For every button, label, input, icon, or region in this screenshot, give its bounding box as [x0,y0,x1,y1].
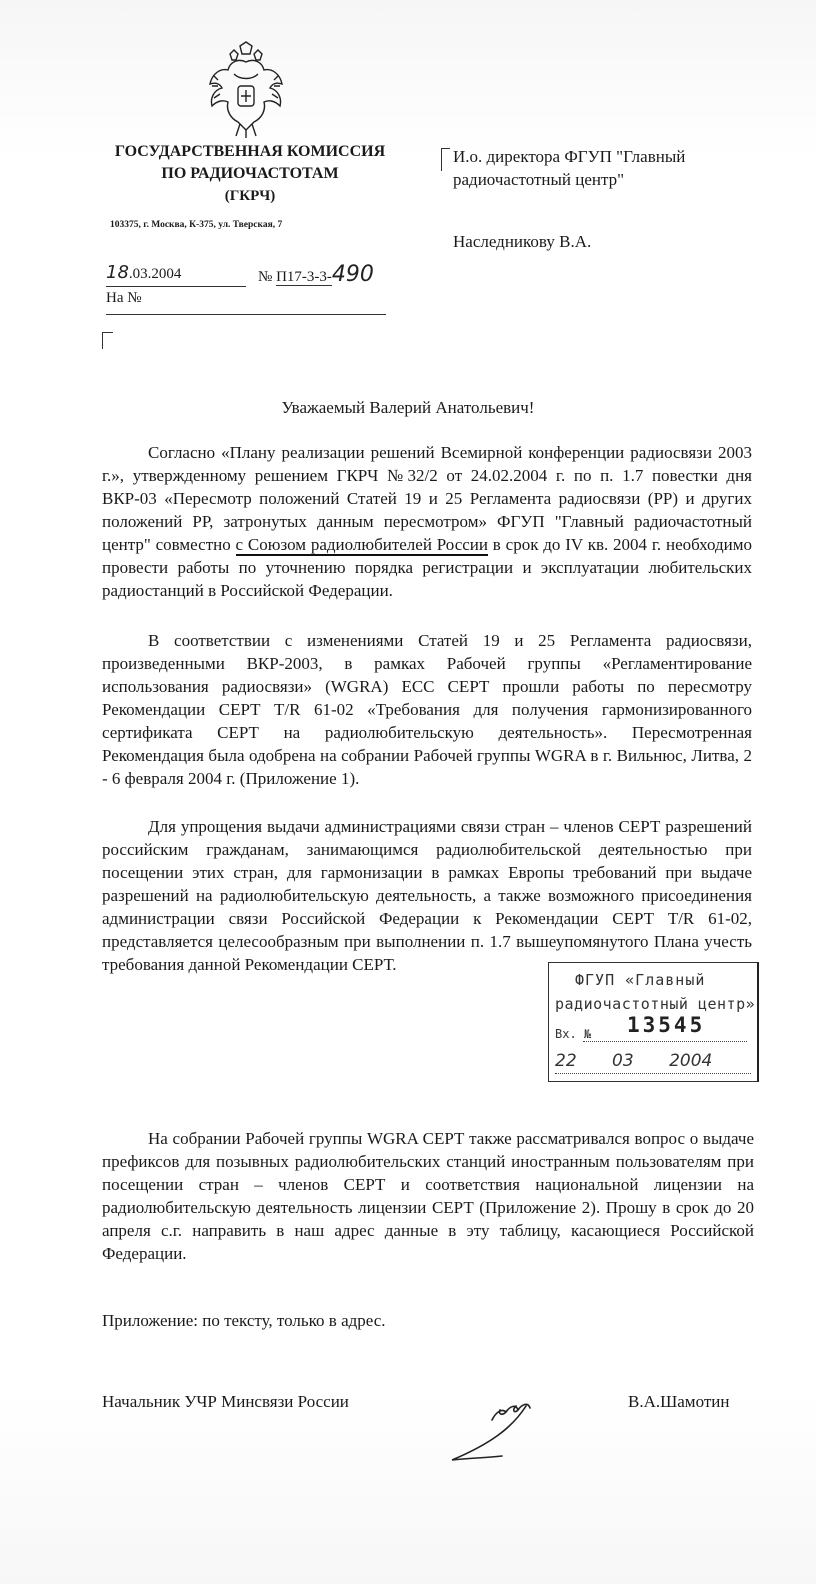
org-name-line1: ГОСУДАРСТВЕННАЯ КОМИССИЯ [114,143,386,160]
body-paragraph-1 [102,441,752,602]
stamp-date-rule [555,1073,751,1074]
attachment-note: Приложение: по тексту, только в адрес. [102,1311,386,1330]
stamp-number-rule [583,1041,747,1042]
address-corner-mark [102,332,113,349]
date-printed: .03.2004 [128,266,182,282]
salutation: Уважаемый Валерий Анатольевич! [281,398,535,417]
body-paragraph-3: Для упрощения выдачи администрациями связи стран – членов СЕРТ разрешений российским гражданам, занимающимся радиолюбительской деятельностью при посещении этих стран, для гармонизации в рамках Европы требований при выдаче разрешений на радиолюбительскую деятельность, а также возможного присоединения администрации связи Российской Федерации к Рекомендации СЕРТ T/R 61-02, представляется целесообразным при выполнении п. 1.7 вышеупомянутого Плана учесть требования данной Рекомендации СЕРТ. [102,817,752,974]
underlined-phrase: с Союзом радиолюбителей России [235,535,488,554]
outgoing-number-field [258,262,388,286]
handwritten-signature [440,1398,550,1468]
stamp-date: 22 03 2004 [555,1051,713,1071]
signer-position: Начальник УЧР Минсвязи России [102,1392,349,1411]
body-paragraph-2: В соответствии с изменениями Статей 19 и 25 Регламента радиосвязи, произведенными ВКР-2003, в рамках Рабочей группы «Регламентирование использования радиосвязи» (WGRA) ЕСС СЕРТ прошли работы по пересмотру Рекомендации СЕРТ T/R 61-02 «Требования для получения гармонизированного сертификата СЕРТ на радиолюбительскую деятельность». Пересмотренная Рекомендация была одобрена на собрании Рабочей группы WGRA в г. Вильнюс, Литва, 2 - 6 февраля 2004 г. (Приложение 1). [102,631,752,788]
date-handwritten-day: 18 [106,262,129,283]
signer-name: В.А.Шамотин [628,1392,730,1411]
paragraph-1-text-b: в срок до IV кв. 2004 г. необходимо провести работы по уточнению порядка регистрации и эксплуатации любительских радиостанций в Российской Федерации. [102,535,752,600]
reference-label: На № [106,290,142,306]
stamp-incoming-label: Вх. № [555,1027,592,1041]
stamp-org-line2: радиочастотный центр» [555,995,756,1013]
number-handwritten: 490 [331,262,374,287]
addressee-name: Наследникову В.А. [453,232,592,251]
stamp-org-line1: ФГУП «Главный [575,971,706,989]
number-printed: П17-3-3- [276,269,332,285]
date-field [106,262,246,287]
body-paragraph-4: На собрании Рабочей группы WGRA СЕРТ также рассматривался вопрос о выдаче префиксов для позывных радиолюбительских станций иностранным пользователям при посещении стран – членов СЕРТ и соответствия национальной лицензии на радиолюбительскую деятельность лицензии СЕРТ (Приложение 2). Прошу в срок до 20 апреля с.г. направить в наш адрес данные в эту таблицу, касающиеся Российской Федерации. [102,1129,754,1263]
coat-of-arms-emblem [200,40,292,140]
number-label: № [258,269,273,285]
org-address: 103375, г. Москва, К-375, ул. Тверская, 7 [110,220,283,230]
addressee-title-line1: И.о. директора ФГУП "Главный [453,147,686,166]
stamp-number: 13545 [627,1013,706,1037]
org-name-line2: ПО РАДИОЧАСТОТАМ [161,165,339,182]
addressee-title-line2: радиочастотный центр" [453,170,625,189]
org-abbreviation: (ГКРЧ) [224,188,276,204]
incoming-registration-stamp [548,962,759,1082]
reference-number-field [106,290,386,315]
addressee-corner-mark [441,148,450,171]
paragraph-1-text-a: Согласно «Плану реализации решений Всемирной конференции радиосвязи 2003 г.», утвержденному решением ГКРЧ №32/2 от 24.02.2004 г. по п. 1.7 повестки дня ВКР-03 «Пересмотр положений Статей 19 и 25 Регламента радиосвязи (РР) и других положений РР, затронутых данным пересмотром» ФГУП "Главный радиочастотный центр" совместно [102,443,752,554]
